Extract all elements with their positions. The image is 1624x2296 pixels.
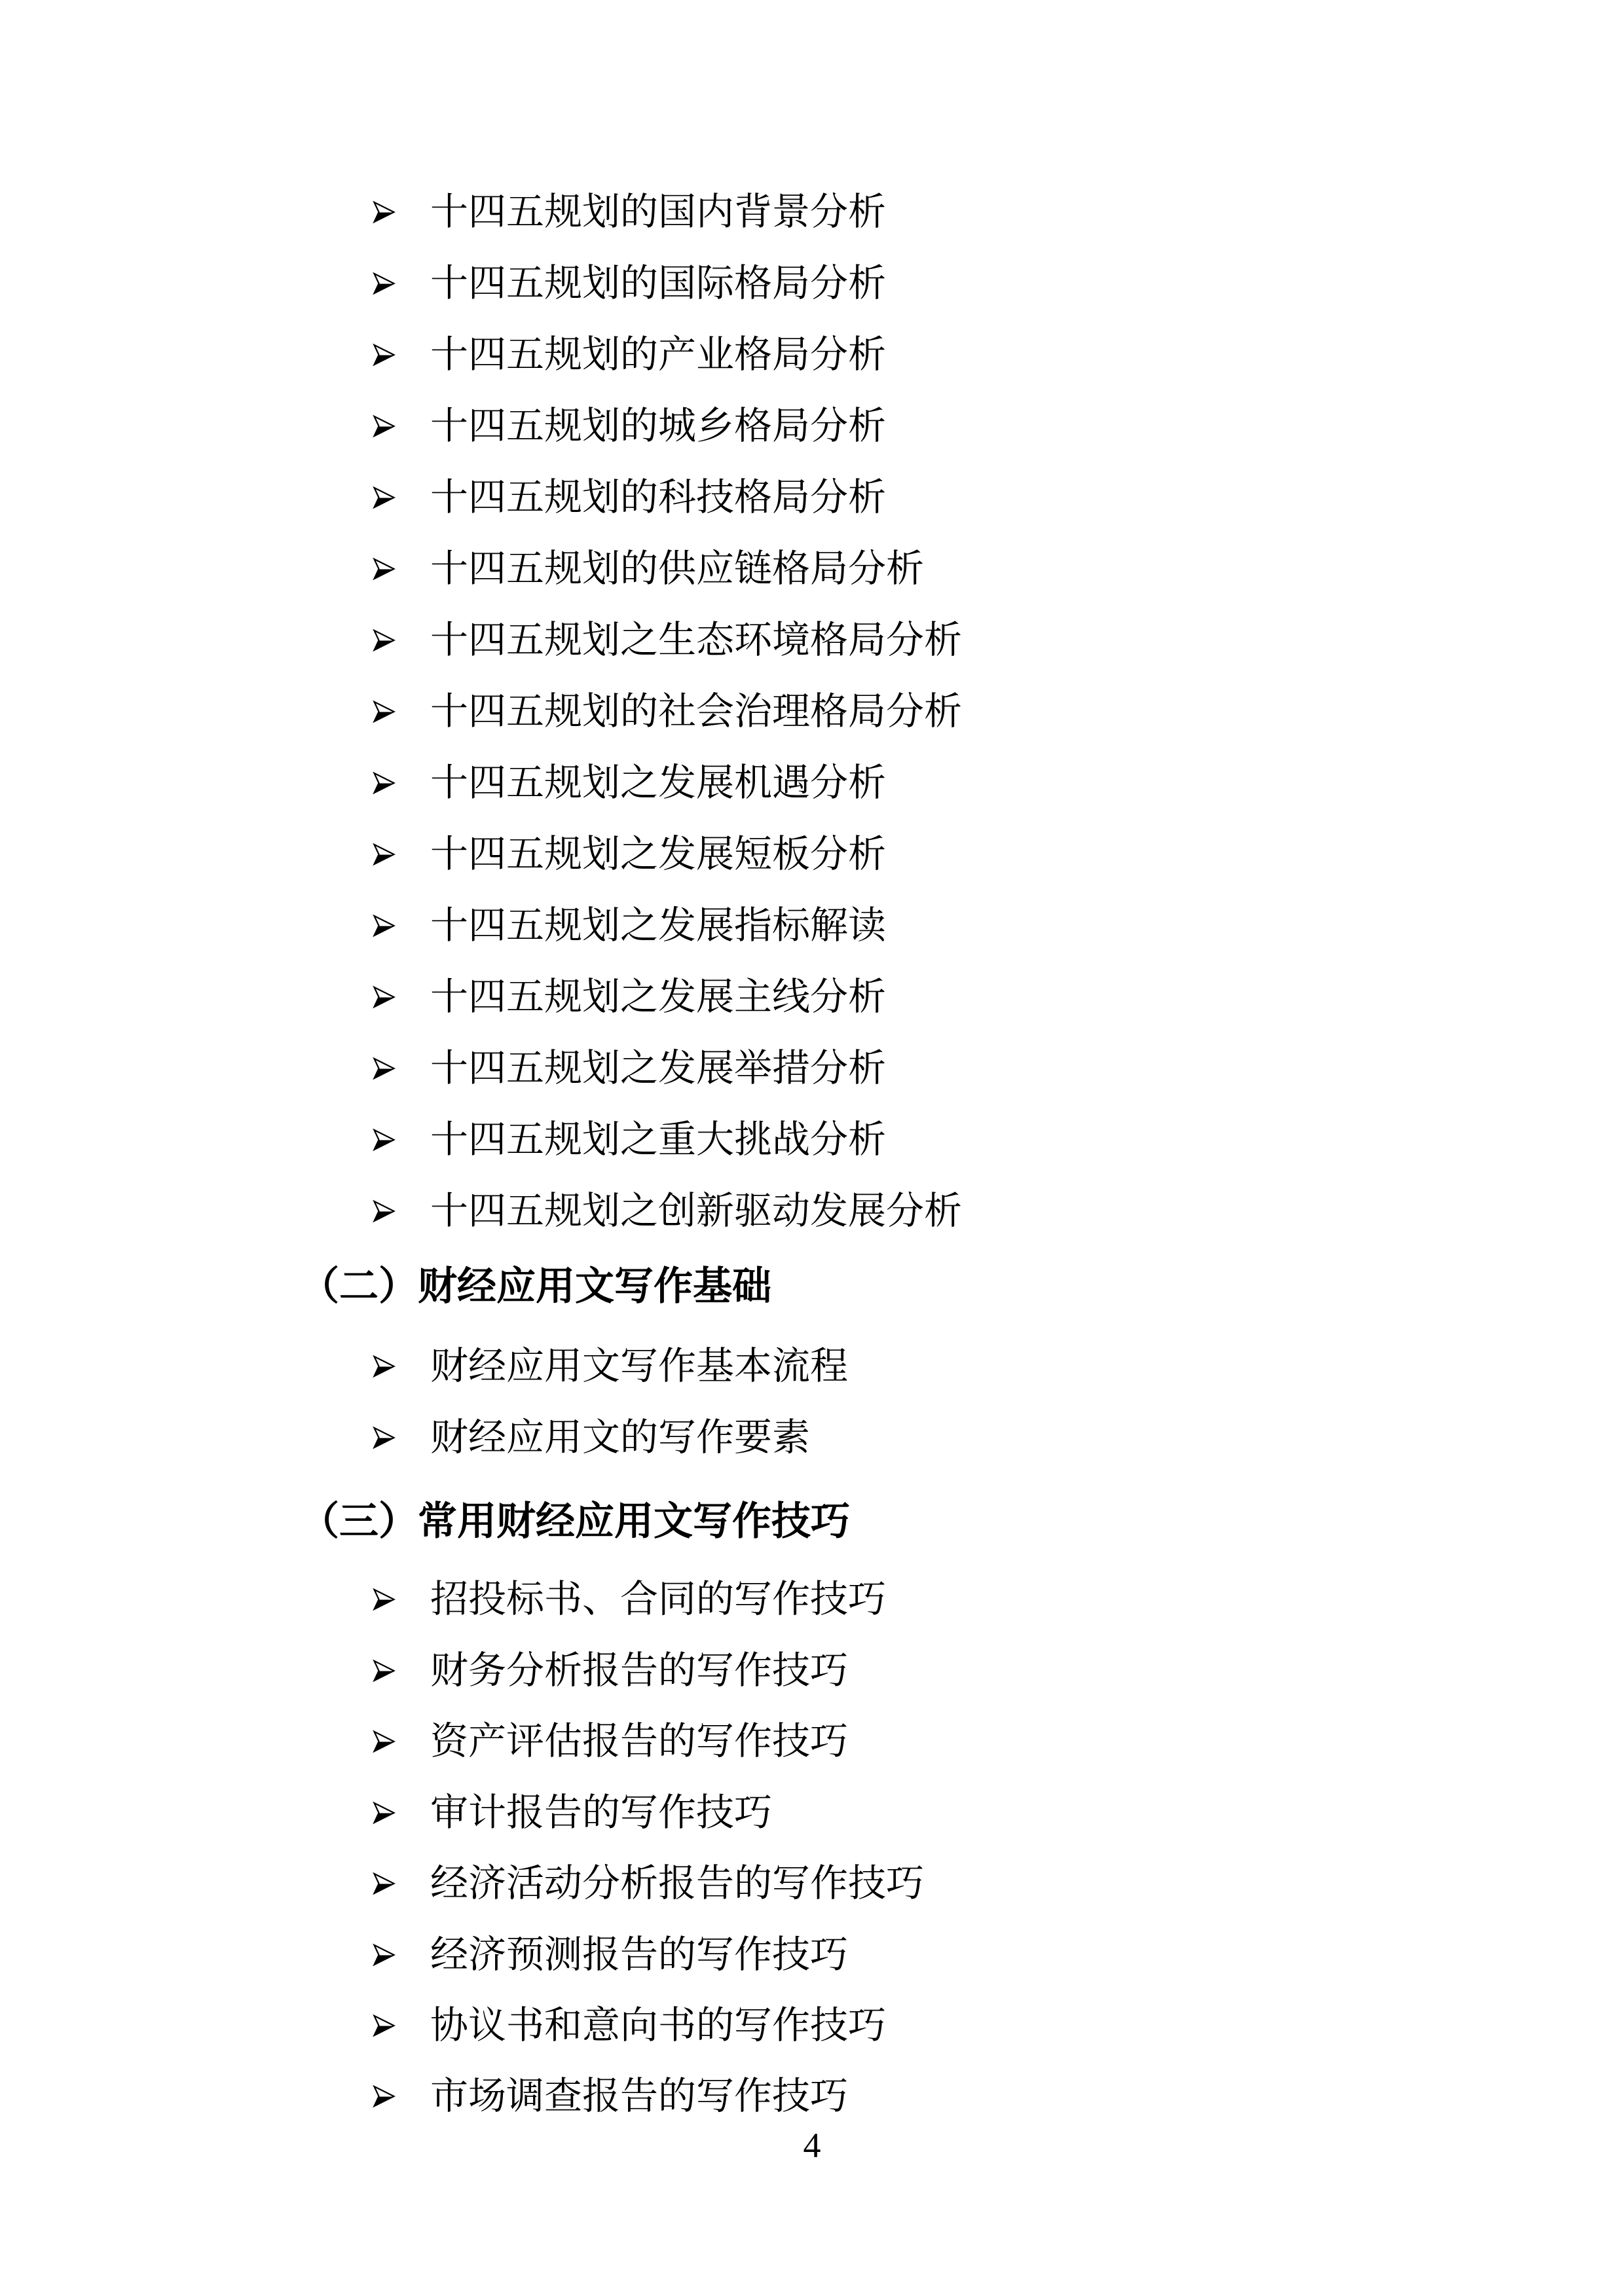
arrow-bullet-icon [372,2013,430,2038]
toc-item-text: 十四五规划的社会治理格局分析 [430,690,963,733]
toc-item-text: 十四五规划之创新驱动发展分析 [430,1190,963,1232]
arrow-bullet-icon [372,1942,430,1967]
toc-item-text: 经济活动分析报告的写作技巧 [430,1862,925,1904]
toc-item-text: 十四五规划的供应链格局分析 [430,547,925,590]
toc-item-text: 十四五规划之重大挑战分析 [430,1118,887,1161]
arrow-bullet-icon [372,771,430,795]
toc-item-row [372,1573,886,1626]
arrow-bullet-icon [372,628,430,653]
toc-item-row [372,685,962,738]
arrow-bullet-icon [372,699,430,724]
toc-item-text: 十四五规划的国际格局分析 [430,262,887,304]
toc-item-row [372,900,886,952]
toc-item-row [372,186,886,238]
toc-item-row [372,1042,886,1095]
toc-item-row [372,1787,772,1839]
toc-item-text: 财经应用文的写作要素 [430,1416,811,1459]
toc-item-row [372,1340,848,1393]
toc-item-text: 十四五规划之生态环境格局分析 [430,619,963,661]
toc-item-row [372,828,886,881]
toc-item-text: 十四五规划的产业格局分析 [430,333,887,376]
toc-item-row [372,1929,848,1981]
toc-item-text: 市场调查报告的写作技巧 [430,2075,849,2117]
toc-item-text: 十四五规划的国内背景分析 [430,191,887,233]
toc-item-text: 十四五规划之发展机遇分析 [430,761,887,804]
toc-item-text: 十四五规划之发展短板分析 [430,833,887,875]
toc-item-text: 资产评估报告的写作技巧 [430,1720,849,1762]
arrow-bullet-icon [372,913,430,938]
toc-item-row [372,1857,924,1910]
arrow-bullet-icon [372,985,430,1010]
toc-item-text: 十四五规划之发展举措分析 [430,1047,887,1089]
arrow-bullet-icon [372,271,430,296]
toc-item-row [372,1999,886,2052]
toc-item-row [372,400,886,452]
arrow-bullet-icon [372,842,430,867]
arrow-bullet-icon [372,556,430,581]
toc-item-text: 协议书和意向书的写作技巧 [430,2004,887,2047]
arrow-bullet-icon [372,2084,430,2109]
arrow-bullet-icon [372,200,430,225]
toc-item-row [372,1185,962,1237]
toc-item-row [372,471,886,524]
toc-item-row [372,1412,810,1464]
toc-item-text: 经济预测报告的写作技巧 [430,1933,849,1976]
toc-item-text: 审计报告的写作技巧 [430,1791,773,1834]
toc-item-row [372,257,886,310]
toc-item-text: 财经应用文写作基本流程 [430,1345,849,1387]
arrow-bullet-icon [372,1199,430,1224]
arrow-bullet-icon [372,1425,430,1450]
arrow-bullet-icon [372,1729,430,1754]
arrow-bullet-icon [372,1871,430,1896]
arrow-bullet-icon [372,485,430,510]
toc-item-row [372,329,886,381]
toc-item-text: 十四五规划的城乡格局分析 [430,405,887,447]
toc-item-text: 十四五规划之发展指标解读 [430,904,887,947]
section-heading-2: （二）财经应用文写作基础 [300,1265,771,1308]
page-number: 4 [803,2126,821,2165]
toc-item-row [372,2070,848,2123]
toc-item-row [372,971,886,1023]
section-heading-3: （三）常用财经应用文写作技巧 [300,1500,850,1543]
arrow-bullet-icon [372,1056,430,1081]
arrow-bullet-icon [372,1127,430,1152]
toc-item-row [372,1715,848,1768]
arrow-bullet-icon [372,1800,430,1825]
toc-item-row [372,614,962,666]
arrow-bullet-icon [372,1354,430,1379]
toc-item-row [372,757,886,809]
toc-item-row [372,1645,848,1697]
toc-item-text: 财务分析报告的写作技巧 [430,1649,849,1692]
toc-item-row [372,543,924,595]
toc-item-row [372,1114,886,1166]
toc-item-text: 招投标书、合同的写作技巧 [430,1578,887,1620]
arrow-bullet-icon [372,1658,430,1683]
arrow-bullet-icon [372,1587,430,1612]
arrow-bullet-icon [372,414,430,439]
toc-item-text: 十四五规划的科技格局分析 [430,476,887,519]
arrow-bullet-icon [372,342,430,367]
toc-item-text: 十四五规划之发展主线分析 [430,975,887,1018]
